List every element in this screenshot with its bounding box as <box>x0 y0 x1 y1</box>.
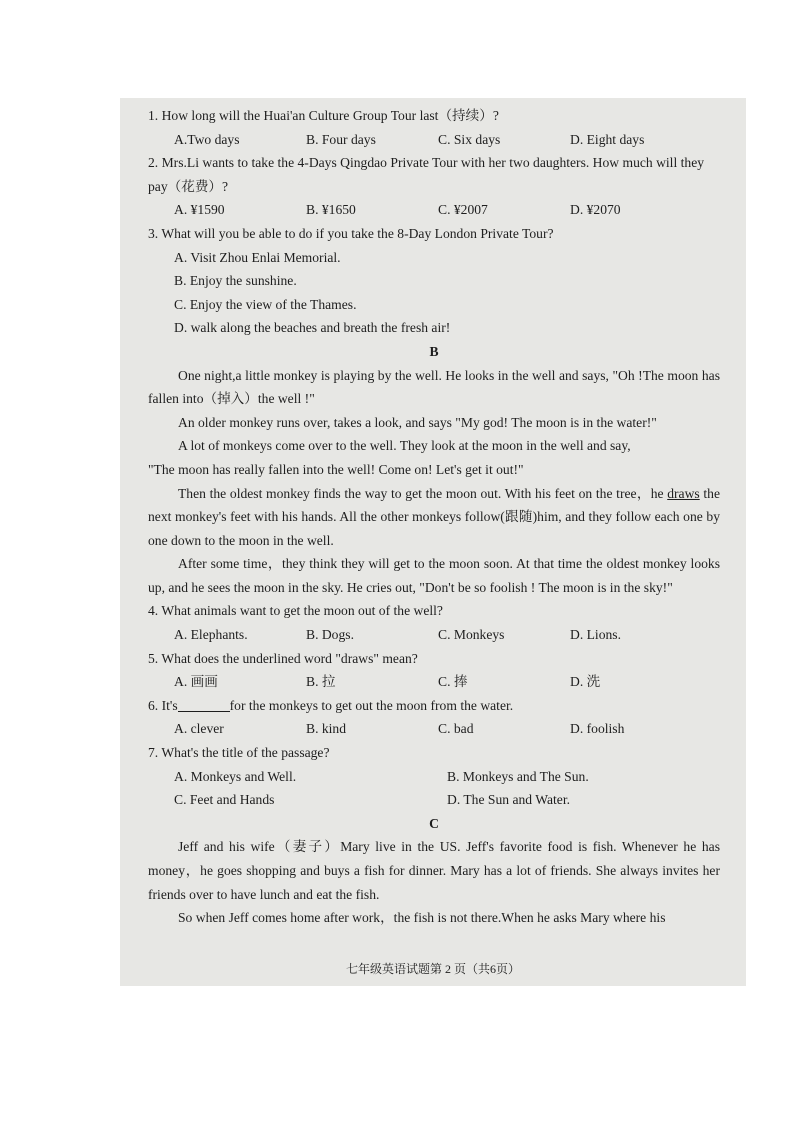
option-c: C. Feet and Hands <box>174 792 275 808</box>
question-7-options-row-2 <box>148 788 720 812</box>
page-footer: 七年级英语试题第 2 页（共6页） <box>345 962 520 976</box>
fill-in-blank <box>178 697 230 712</box>
question-6-stem <box>148 694 720 718</box>
option-d: D. walk along the beaches and breath the fresh air! <box>174 320 451 336</box>
passage-c-paragraph-1: Jeff and his wife（妻子）Mary live in the US. Jeff's favorite food is fish. Whenever he has money，he goes shopping and buys a fish for dinner. Mary has a lot of friends. She always invites her friends over to have lunch and eat the fish. <box>148 839 720 902</box>
question-7-stem: 7. What's the title of the passage? <box>148 745 330 761</box>
option-d: D. ¥2070 <box>570 202 621 218</box>
option-c: C. 捧 <box>438 674 468 690</box>
option-a: A.Two days <box>174 131 240 147</box>
passage-b-paragraph-3-quote: "The moon has really fallen into the well! Come on! Let's get it out!" <box>148 461 524 477</box>
option-a: A. 画画 <box>174 674 218 690</box>
exam-paper <box>120 98 746 986</box>
option-a: A. Monkeys and Well. <box>174 768 297 784</box>
option-c: C. bad <box>438 721 474 737</box>
question-1-options <box>148 128 720 152</box>
option-a: A. ¥1590 <box>174 202 225 218</box>
passage-b-paragraph-1: One night,a little monkey is playing by the well. He looks in the well and says, "Oh !The moon has fallen into（掉入）the well !" <box>148 367 720 407</box>
option-b: B. 拉 <box>306 674 336 690</box>
option-d: D. foolish <box>570 721 625 737</box>
option-c: C. Six days <box>438 131 501 147</box>
section-b-label: B <box>429 343 439 359</box>
question-2-stem: 2. Mrs.Li wants to take the 4-Days Qingdao Private Tour with her two daughters. How much will they pay（花费）? <box>148 155 705 194</box>
option-c: C. Monkeys <box>438 627 505 643</box>
question-5-options <box>148 670 720 694</box>
paragraph-text: Then the oldest monkey finds the way to get the moon out. With his feet on the tree，he <box>178 485 668 501</box>
question-text: for the monkeys to get out the moon from the water. <box>229 697 514 713</box>
option-c: C. ¥2007 <box>438 202 488 218</box>
passage-b-paragraph-3: A lot of monkeys come over to the well. They look at the moon in the well and say, <box>178 438 631 454</box>
option-b: B. Enjoy the sunshine. <box>174 273 297 289</box>
question-4-stem: 4. What animals want to get the moon out of the well? <box>148 603 443 619</box>
option-b: B. Monkeys and The Sun. <box>447 768 589 784</box>
option-d: D. Eight days <box>570 131 645 147</box>
section-c-label: C <box>429 815 439 831</box>
question-5-stem: 5. What does the underlined word "draws" mean? <box>148 650 418 666</box>
option-a: A. Elephants. <box>174 627 248 643</box>
question-6-options <box>148 717 720 741</box>
question-1-stem: 1. How long will the Huai'an Culture Group Tour last（持续）? <box>148 108 499 123</box>
option-b: B. Dogs. <box>306 627 354 643</box>
exam-content <box>148 104 720 930</box>
option-b: B. kind <box>306 721 347 737</box>
option-d: D. The Sun and Water. <box>447 792 570 808</box>
question-7-options-row-1 <box>148 765 720 789</box>
passage-c-paragraph-2: So when Jeff comes home after work，the fish is not there.When he asks Mary where his <box>178 910 666 926</box>
question-2-options <box>148 198 720 222</box>
question-3-stem: 3. What will you be able to do if you take the 8-Day London Private Tour? <box>148 225 554 241</box>
option-d: D. Lions. <box>570 627 621 643</box>
question-4-options <box>148 623 720 647</box>
option-c: C. Enjoy the view of the Thames. <box>174 296 357 312</box>
underlined-word-draws: draws <box>667 485 700 501</box>
passage-b-paragraph-2: An older monkey runs over, takes a look, and says "My god! The moon is in the water!" <box>178 414 657 430</box>
option-b: B. ¥1650 <box>306 202 356 218</box>
paragraph-text: the next monkey's feet with his hands. All the other monkeys follow(跟随)him, and they follow each one by one down to the moon in the well. <box>148 485 720 548</box>
passage-b-paragraph-4 <box>148 482 720 553</box>
passage-b-paragraph-5: After some time，they think they will get to the moon soon. At that time the oldest monkey looks up, and he sees the moon in the sky. He cries out, "Don't be so foolish ! The moon is in the sky!" <box>148 556 720 595</box>
option-a: A. clever <box>174 721 224 737</box>
option-d: D. 洗 <box>570 674 601 690</box>
option-a: A. Visit Zhou Enlai Memorial. <box>174 249 341 265</box>
option-b: B. Four days <box>306 131 376 147</box>
question-text: 6. It's <box>148 697 178 713</box>
